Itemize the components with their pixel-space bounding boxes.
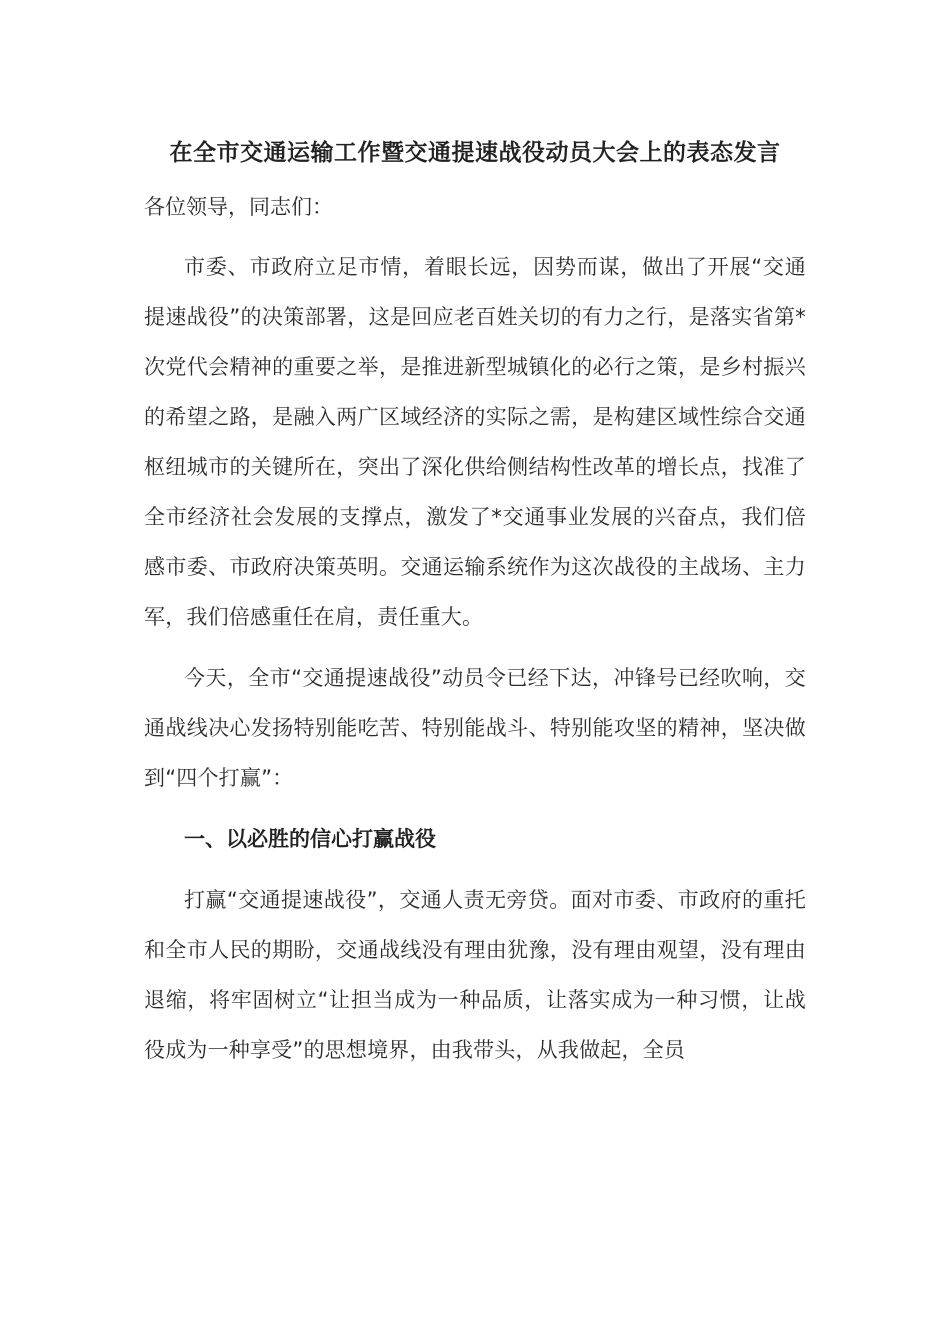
greeting: 各位领导，同志们： <box>144 195 333 219</box>
section-paragraph: 打赢“交通提速战役”，交通人责无旁贷。面对市委、市政府的重托和全市人民的期盼，交通战线没有理由犹豫，没有理由观望，没有理由退缩，将牢固树立“让担当成为一种品质，让落实成为一种习惯，让战役成为一种享受”的思想境界，由我带头，从我做起，全员 <box>144 888 806 1062</box>
paragraph-1: 市委、市政府立足市情，着眼长远，因势而谋，做出了开展“交通提速战役”的决策部署，这是回应老百姓关切的有力之行，是落实省第*次党代会精神的重要之举，是推进新型城镇化的必行之策，是乡村振兴的希望之路，是融入两广区域经济的实际之需，是构建区域性综合交通枢纽城市的关键所在，突出了深化供给侧结构性改革的增长点，找准了全市经济社会发展的支撑点，激发了*交通事业发展的兴奋点，我们倍感市委、市政府决策英明。交通运输系统作为这次战役的主战场、主力军，我们倍感重任在肩，责任重大。 <box>144 255 806 629</box>
paragraph-2: 今天，全市“交通提速战役”动员令已经下达，冲锋号已经吹响，交通战线决心发扬特别能吃苦、特别能战斗、特别能攻坚的精神，坚决做到“四个打赢”： <box>144 666 806 790</box>
document-title: 在全市交通运输工作暨交通提速战役动员大会上的表态发言 <box>169 140 781 166</box>
document-page <box>144 128 806 1086</box>
section-heading: 一、以必胜的信心打赢战役 <box>184 827 436 851</box>
